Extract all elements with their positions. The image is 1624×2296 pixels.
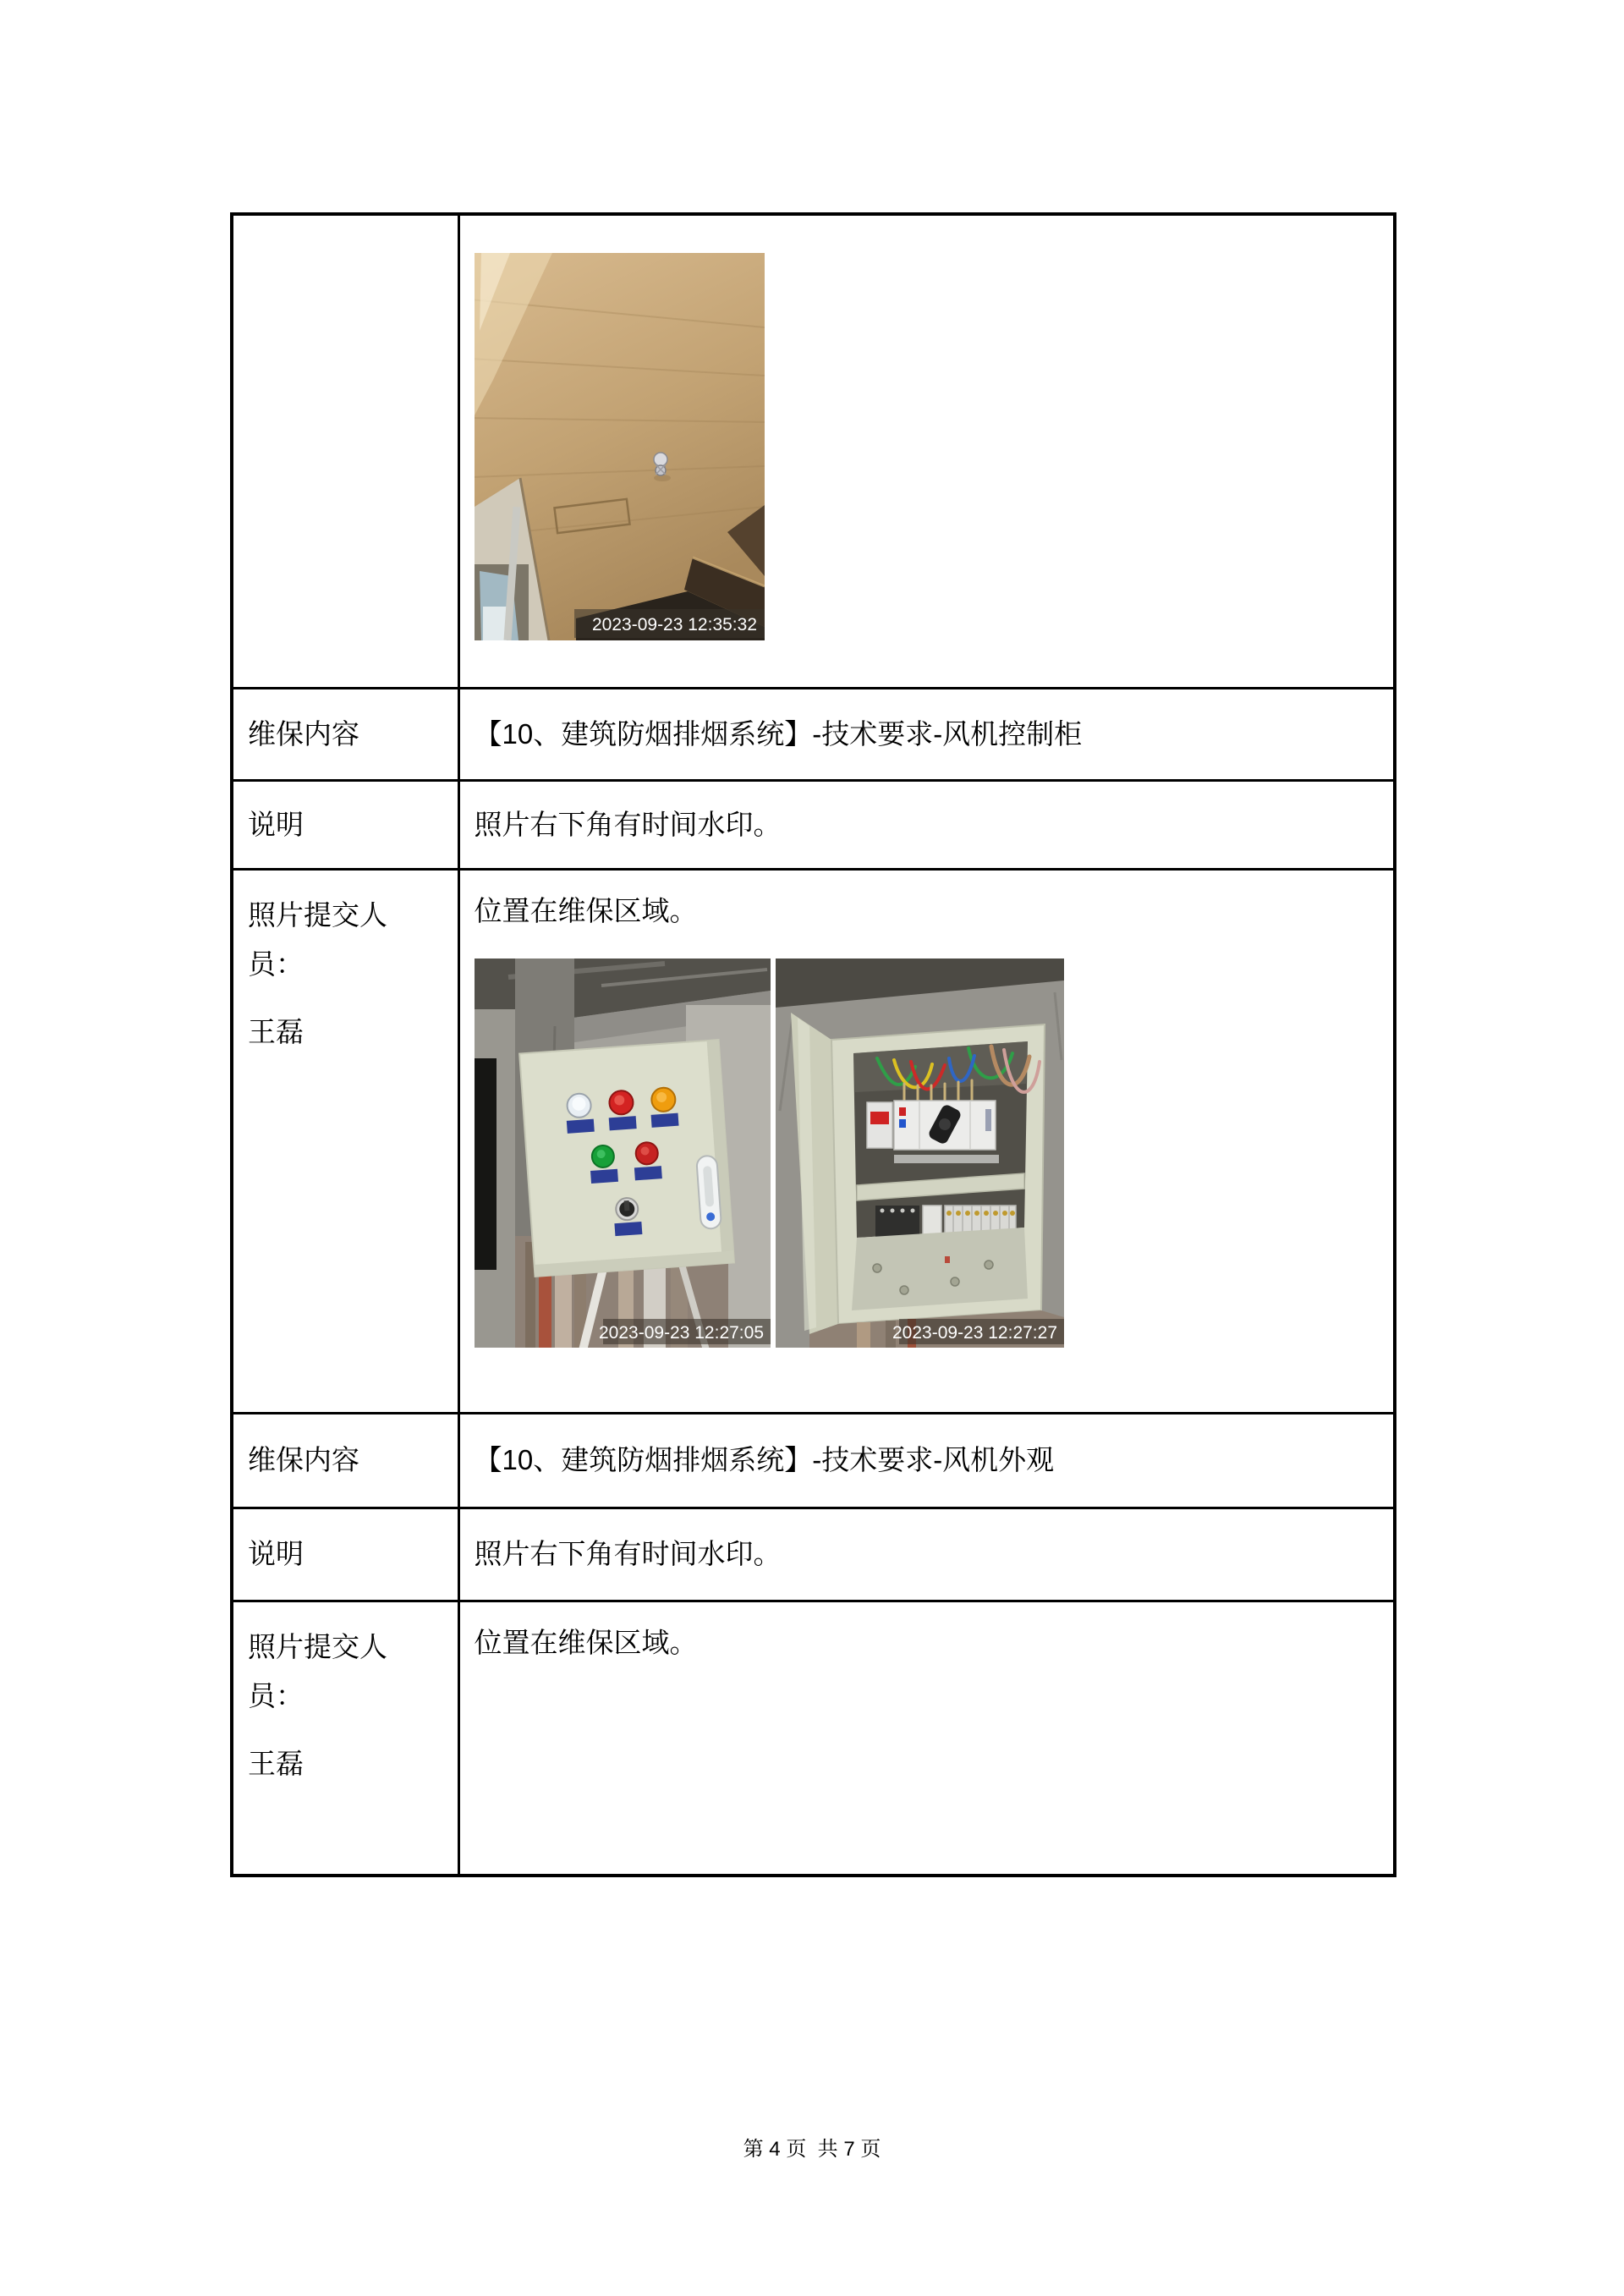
empty-cell	[232, 214, 458, 688]
location-and-photos-cell	[458, 869, 1395, 1413]
submitter-label-line1: 照片提交人	[248, 1630, 387, 1662]
note-value: 照片右下角有时间水印。	[474, 1538, 782, 1570]
dark-object	[475, 1058, 497, 1270]
cabinet-closed-graphic	[475, 958, 771, 1348]
note-label-cell	[232, 1508, 458, 1601]
content-value: 【10、建筑防烟排烟系统】-技术要求-风机外观	[474, 1444, 1055, 1476]
table-row-content-1	[232, 688, 1395, 780]
maintenance-record-table	[230, 212, 1396, 1877]
timestamp-overlay	[599, 1319, 771, 1344]
fan-control-cabinet-open-photo	[776, 958, 1064, 1348]
timestamp-overlay	[574, 609, 765, 638]
submitter-name: 王磊	[248, 1015, 304, 1047]
note-label-cell	[232, 780, 458, 869]
submitter-label-line2: 员：	[248, 948, 304, 980]
location-text: 位置在维保区域。	[474, 894, 698, 926]
submitter-label-line1: 照片提交人	[248, 898, 387, 931]
submitter-label-cell	[232, 869, 458, 1413]
page-number-footer: 第 4 页 共 7 页	[743, 2138, 881, 2161]
top-photo-cell	[458, 214, 1395, 688]
cabinet-photo-strip	[475, 958, 1381, 1348]
table-row-content-2	[232, 1413, 1395, 1508]
content-label-cell	[232, 1413, 458, 1508]
content-value: 【10、建筑防烟排烟系统】-技术要求-风机控制柜	[474, 717, 1083, 750]
content-value-cell	[458, 688, 1395, 780]
timestamp-overlay	[892, 1319, 1064, 1344]
location-cell	[458, 1601, 1395, 1876]
photo-timestamp: 2023-09-23 12:35:32	[591, 615, 757, 634]
cabinet-open-graphic	[776, 958, 1064, 1348]
photo-timestamp: 2023-09-23 12:27:27	[892, 1322, 1057, 1343]
content-label: 维保内容	[248, 717, 359, 750]
table-row-note-1	[232, 780, 1395, 869]
control-cabinet-door	[519, 1040, 734, 1277]
content-value-cell	[458, 1413, 1395, 1508]
table-row-top-photo	[232, 214, 1395, 688]
content-label: 维保内容	[248, 1444, 359, 1476]
ceiling-sprinkler-photo	[475, 253, 1381, 640]
photo-timestamp: 2023-09-23 12:27:05	[598, 1322, 764, 1343]
ceiling-photo-graphic	[475, 253, 765, 640]
table-row-submitter-1	[232, 869, 1395, 1413]
table-row-note-2	[232, 1508, 1395, 1601]
fan-control-cabinet-closed-photo	[475, 958, 771, 1348]
note-value: 照片右下角有时间水印。	[474, 808, 782, 840]
location-text: 位置在维保区域。	[474, 1626, 698, 1658]
submitter-label-line2: 员：	[248, 1679, 304, 1711]
door-handle	[696, 1155, 721, 1228]
note-value-cell	[458, 780, 1395, 869]
table-row-submitter-2	[232, 1601, 1395, 1876]
note-label: 说明	[248, 808, 304, 840]
note-label: 说明	[248, 1538, 304, 1570]
submitter-label-cell	[232, 1601, 458, 1876]
submitter-name: 王磊	[248, 1747, 304, 1779]
note-value-cell	[458, 1508, 1395, 1601]
content-label-cell	[232, 688, 458, 780]
